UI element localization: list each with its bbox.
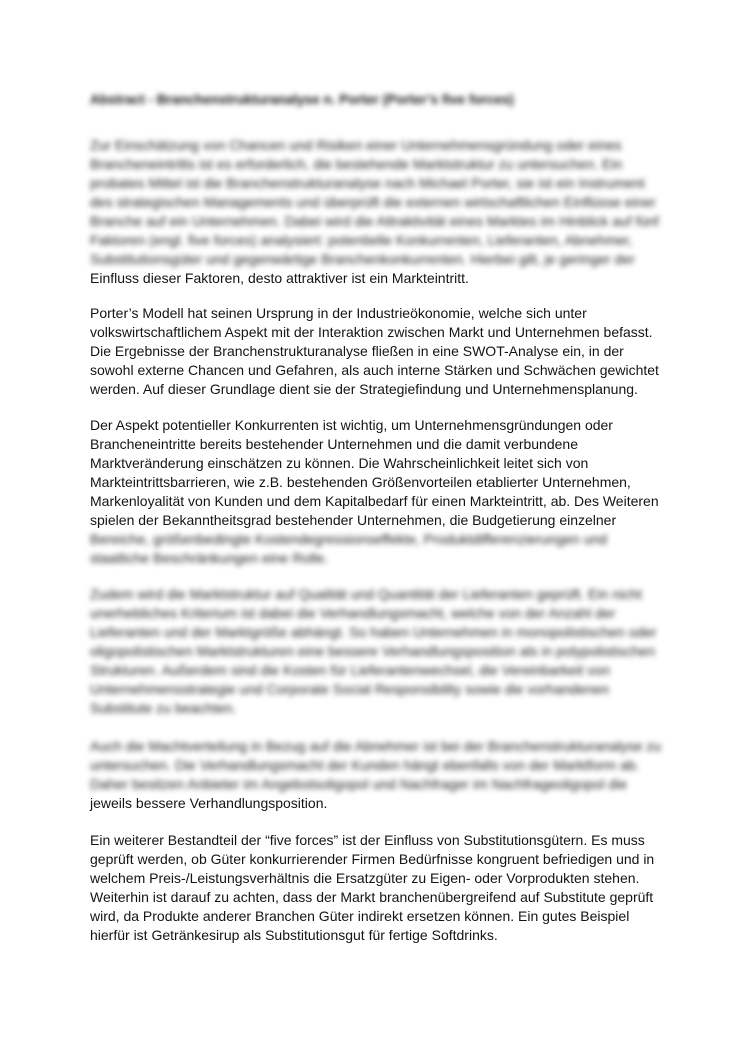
text-line: Ein weiterer Bestandteil der “five forces” ist der Einfluss von Substitutionsgütern. Es muss (90, 832, 645, 848)
text-line: des strategischen Managements und überprüft die externen wirtschaftlichen Einflüsse einer (90, 194, 656, 210)
text-line: Marktveränderung einschätzen zu können. Die Wahrscheinlichkeit leitet sich von (90, 455, 589, 471)
text-line: probates Mittel ist die Branchenstrukturanalyse nach Michael Porter, sie ist ein Instrument (90, 175, 645, 191)
text-line: staatliche Beschränkungen eine Rolle. (90, 550, 329, 566)
text-line: Faktoren (engl. five forces) analysiert: potentielle Konkurrenten, Lieferanten, Abnehmer, (90, 232, 633, 248)
text-line: geprüft werden, ob Güter konkurrierender Firmen Bedürfnisse kongruent befriedigen und in (90, 851, 655, 867)
text-line: Markenloyalität von Kunden und dem Kapitalbedarf für einen Markteintritt, ab. Des Weiteren (90, 493, 659, 509)
text-line: Lieferanten und der Marktgröße abhängt. So haben Unternehmen in monopolistischen oder (90, 624, 657, 640)
text-line: hierfür ist Getränkesirup als Substitutionsgut für fertige Softdrinks. (90, 927, 498, 943)
text-line: unerhebliches Kriterium ist dabei die Verhandlungsmacht, welche von der Anzahl der (90, 605, 616, 621)
text-line: Substitutionsgüter und gegenwärtige Branchenkonkurrenten. Hierbei gilt, je geringer der (90, 251, 635, 267)
text-line: Einfluss dieser Faktoren, desto attraktiver ist ein Markteintritt. (90, 270, 469, 286)
document-title: Abstract - Branchenstrukturanalyse n. Porter (Porter’s five forces) (90, 92, 514, 107)
text-line: Brancheneintritts ist es erforderlich, die bestehende Marktstruktur zu untersuchen. Ein (90, 156, 623, 172)
paragraph-buyers (90, 737, 665, 813)
text-line: Bereiche, größenbedingte Kostendegressionseffekte, Produktdifferenzierungen und (90, 531, 608, 547)
text-line: Substitute zu beachten. (90, 700, 237, 716)
text-line: Markteintrittsbarrieren, wie z.B. bestehenden Größenvorteilen etablierter Unternehmen, (90, 474, 631, 490)
text-line: Branche auf ein Unternehmen. Dabei wird die Attraktivität eines Marktes im Hinblick auf fünf (90, 213, 659, 229)
text-line: werden. Auf dieser Grundlage dient sie der Strategiefindung und Unternehmensplanung. (90, 381, 638, 397)
text-line: Auch die Machtverteilung in Bezug auf die Abnehmer ist bei der Branchenstrukturanalyse zu (90, 738, 662, 754)
text-line: sowohl externe Chancen und Gefahren, als auch interne Stärken und Schwächen gewichtet (90, 362, 659, 378)
text-line: oligopolistischen Marktstrukturen eine bessere Verhandlungsposition als in polypolistischen (90, 643, 655, 659)
text-line: Zudem wird die Marktstruktur auf Qualität und Quantität der Lieferanten geprüft. Ein nicht (90, 586, 642, 602)
paragraph-introduction (90, 136, 665, 288)
text-line: Strukturen. Außerdem sind die Kosten für Lieferantenwechsel, die Vereinbarkeit von (90, 662, 610, 678)
text-line: Der Aspekt potentieller Konkurrenten ist wichtig, um Unternehmensgründungen oder (90, 417, 613, 433)
text-line: jeweils bessere Verhandlungsposition. (90, 795, 328, 811)
text-line: untersuchen. Die Verhandlungsmacht der Kunden hängt ebenfalls von der Marktform ab. (90, 757, 640, 773)
text-line: Unternehmensstrategie und Corporate Social Responsibility sowie die vorhandenen (90, 681, 610, 697)
text-line: volkswirtschaftlichem Aspekt mit der Interaktion zwischen Markt und Unternehmen befasst. (90, 324, 653, 340)
text-line: Zur Einschätzung von Chancen und Risiken einer Unternehmensgründung oder eines (90, 137, 622, 153)
text-line: welchem Preis-/Leistungsverhältnis die Ersatzgüter zu Eigen- oder Vorprodukten stehen. (90, 870, 640, 886)
paragraph-model-origin (90, 304, 665, 399)
text-line: wird, da Produkte anderer Branchen Güter indirekt ersetzen können. Ein gutes Beispiel (90, 908, 630, 924)
paragraph-substitutes (90, 831, 665, 945)
text-line: Daher besitzen Anbieter im Angebotsoligopol und Nachfrager im Nachfrageoligopol die (90, 776, 627, 792)
text-line: Brancheneintritte bereits bestehender Unternehmen und die damit verbundene (90, 436, 578, 452)
text-line: Die Ergebnisse der Branchenstrukturanalyse fließen in eine SWOT-Analyse ein, in der (90, 343, 624, 359)
paragraph-suppliers (90, 585, 665, 718)
paragraph-potential-competitors (90, 416, 665, 568)
text-line: Porter’s Modell hat seinen Ursprung in der Industrieökonomie, welche sich unter (90, 305, 587, 321)
text-line: Weiterhin ist darauf zu achten, dass der Markt branchenübergreifend auf Substitute geprüft (90, 889, 654, 905)
text-line: spielen der Bekanntheitsgrad bestehender Unternehmen, die Budgetierung einzelner (90, 512, 617, 528)
